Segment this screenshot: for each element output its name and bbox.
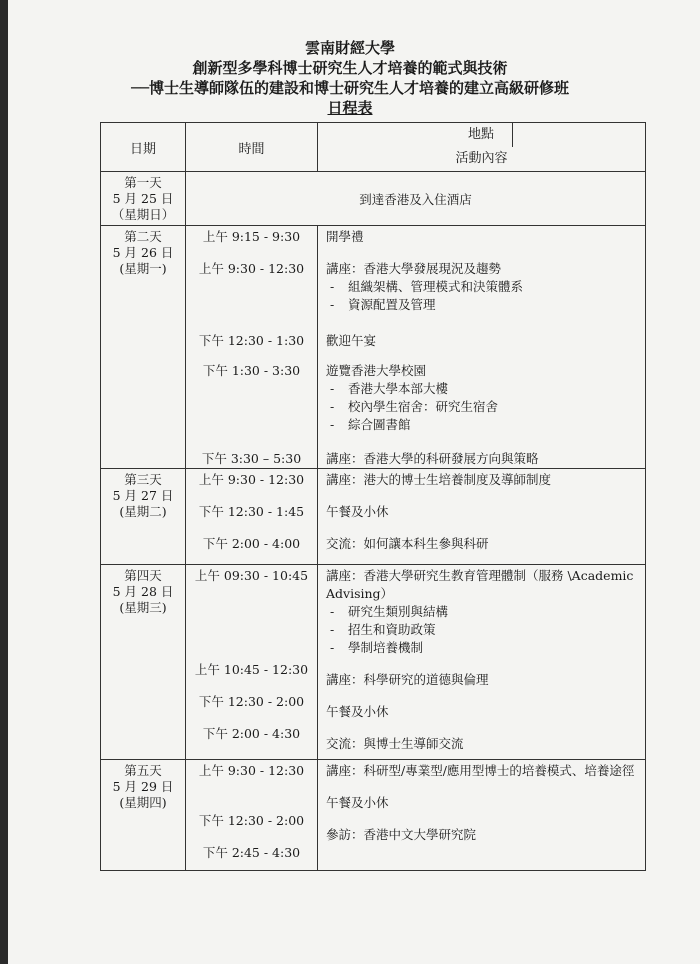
session-title: 遊覽香港大學校園 [326, 363, 427, 378]
table-row [101, 172, 646, 226]
table-row [101, 469, 646, 565]
session-title: 交流：如何讓本科生參與科研 [326, 536, 489, 551]
schedule-heading: 日程表 [327, 99, 373, 117]
activity-cell [318, 469, 646, 565]
session-time: 上午 9:15 - 9:30 [202, 229, 301, 244]
list-item: - 學制培養機制 [330, 640, 424, 655]
session-time: 下午 2:00 - 4:30 [202, 726, 301, 741]
session-time: 上午 9:30 - 12:30 [198, 763, 305, 778]
col-header-place: 地點 [450, 123, 513, 147]
day-weekday: (星期一) [119, 261, 167, 276]
day-weekday: （星期日） [111, 207, 175, 222]
table-row [101, 226, 646, 469]
list-item: - 校內學生宿舍：研究生宿舍 [330, 399, 499, 414]
session-time: 下午 3:30 – 5:30 [201, 451, 302, 466]
col-header-place-activity [318, 123, 646, 172]
session-title: 講座：香港大學研究生教育管理體制（服務 \Academic Advising） [326, 568, 634, 601]
session-title: 午餐及小休 [326, 704, 389, 719]
day-weekday: (星期二) [119, 504, 167, 519]
day-label: 第五天 [124, 763, 162, 778]
activity-cell [318, 760, 646, 871]
list-item: - 研究生類別與結構 [330, 604, 449, 619]
session-title: 講座：香港大學發展現況及趨勢 [326, 261, 502, 276]
day-weekday: (星期三) [119, 600, 167, 615]
col-header-time: 時間 [186, 123, 318, 172]
program-subtitle: ──博士生導師隊伍的建設和博士研究生人才培養的建立高級研修班 [130, 79, 570, 97]
time-cell [186, 565, 318, 760]
session-title: 歡迎午宴 [326, 333, 377, 348]
university-name: 雲南財經大學 [304, 39, 395, 57]
day-label: 第四天 [124, 568, 162, 583]
session-time: 下午 12:30 - 2:00 [198, 813, 305, 828]
session-title: 午餐及小休 [326, 795, 389, 810]
day-date: 5 月 29 日 [112, 779, 174, 794]
session-time: 上午 9:30 - 12:30 [198, 472, 305, 487]
session-time: 下午 2:45 - 4:30 [202, 845, 301, 860]
session-time: 下午 2:00 - 4:00 [202, 536, 301, 551]
schedule-table [100, 122, 646, 871]
day-label: 第一天 [124, 175, 162, 190]
day-date: 5 月 26 日 [112, 245, 174, 260]
session-time: 上午 10:45 - 12:30 [194, 662, 309, 677]
session-title: 參訪：香港中文大學研究院 [326, 827, 477, 842]
document-header [0, 38, 700, 118]
day-cell [101, 469, 186, 565]
list-item: - 綜合圖書館 [330, 417, 411, 432]
table-row [101, 760, 646, 871]
day-label: 第三天 [124, 472, 162, 487]
day-weekday: (星期四) [119, 795, 167, 810]
scan-edge [0, 0, 8, 964]
day1-summary: 到達香港及入住酒店 [186, 172, 646, 226]
day-label: 第二天 [124, 229, 162, 244]
time-cell [186, 760, 318, 871]
session-time: 下午 1:30 - 3:30 [202, 363, 301, 378]
time-cell [186, 226, 318, 469]
day-date: 5 月 27 日 [112, 488, 174, 503]
table-header-row [101, 123, 646, 172]
session-title: 講座：科學研究的道德與倫理 [326, 672, 489, 687]
day-date: 5 月 28 日 [112, 584, 174, 599]
day-cell [101, 226, 186, 469]
activity-cell [318, 565, 646, 760]
session-time: 上午 9:30 - 12:30 [198, 261, 305, 276]
session-title: 講座：香港大學的科研發展方向與策略 [326, 451, 539, 466]
day-cell [101, 565, 186, 760]
session-title: 交流：與博士生導師交流 [326, 736, 464, 751]
table-row [101, 565, 646, 760]
day-date: 5 月 25 日 [112, 191, 174, 206]
col-header-date: 日期 [101, 123, 186, 172]
session-title: 開學禮 [326, 229, 364, 244]
session-time: 下午 12:30 - 1:30 [198, 333, 305, 348]
session-title: 午餐及小休 [326, 504, 389, 519]
session-time: 上午 09:30 - 10:45 [194, 568, 309, 583]
col-header-activity: 活動內容 [455, 151, 508, 166]
day-cell [101, 172, 186, 226]
list-item: - 招生和資助政策 [330, 622, 436, 637]
day-cell [101, 760, 186, 871]
session-title: 講座：港大的博士生培養制度及導師制度 [326, 472, 552, 487]
list-item: - 組織架構、管理模式和決策體系 [330, 279, 524, 294]
list-item: - 香港大學本部大樓 [330, 381, 449, 396]
list-item: - 資源配置及管理 [330, 297, 436, 312]
time-cell [186, 469, 318, 565]
program-title: 創新型多學科博士研究生人才培養的範式與技術 [192, 59, 508, 77]
session-title: 講座：科研型/專業型/應用型博士的培養模式、培養途徑 [326, 763, 635, 778]
session-time: 下午 12:30 - 1:45 [198, 504, 305, 519]
activity-cell [318, 226, 646, 469]
session-time: 下午 12:30 - 2:00 [198, 694, 305, 709]
